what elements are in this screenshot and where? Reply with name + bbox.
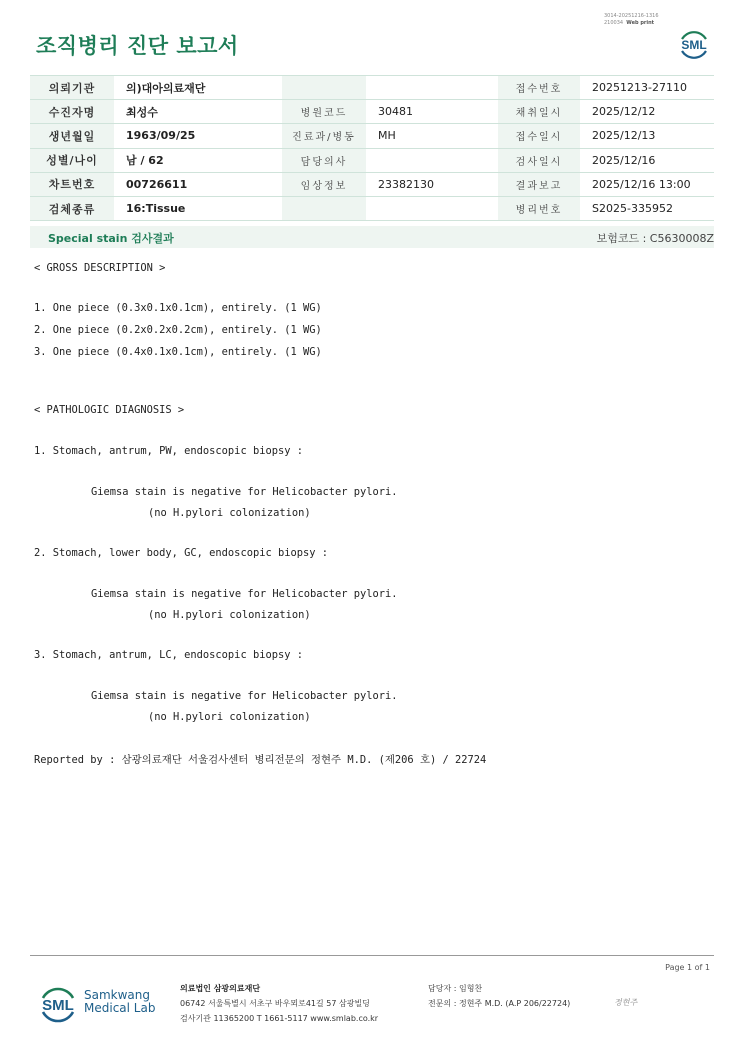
org-address: 06742 서울특별시 서초구 바우뫼로41길 57 삼광빌딩 (180, 999, 370, 1008)
info-label: 결과보고 (498, 172, 580, 196)
organization-info (180, 981, 378, 1026)
info-value: 20251213-27110 (580, 76, 714, 100)
print-meta-id: 3014-20251216-1316 (604, 13, 659, 19)
info-row (30, 172, 714, 196)
footer-sml-logo (36, 982, 80, 1026)
gross-item: 2. One piece (0.2x0.2x0.2cm), entirely. (1 WG) (34, 324, 322, 336)
diagnosis-note: (no H.pylori colonization) (148, 609, 311, 621)
company-name-line2: Medical Lab (84, 1001, 156, 1015)
info-value: MH (366, 124, 498, 148)
info-label: 생년월일 (30, 124, 114, 148)
footer-sml-logo-text: SML (42, 997, 74, 1014)
sml-logo-text: SML (681, 38, 707, 52)
info-value: 2025/12/13 (580, 124, 714, 148)
info-value: 23382130 (366, 172, 498, 196)
sml-logo (676, 26, 712, 62)
company-name-line1: Samkwang (84, 988, 150, 1002)
org-name: 의료법인 삼광의료재단 (180, 984, 261, 993)
diagnosis-site: 2. Stomach, lower body, GC, endoscopic biopsy : (34, 547, 329, 559)
gross-item: 1. One piece (0.3x0.1x0.1cm), entirely. (1 WG) (34, 302, 322, 314)
print-meta-code: 210034 (604, 20, 624, 26)
info-row (30, 148, 714, 172)
info-value: 의)대아의료재단 (114, 76, 282, 100)
diagnosis-site: 1. Stomach, antrum, PW, endoscopic biopsy : (34, 445, 303, 457)
info-label: 검사일시 (498, 148, 580, 172)
diagnosis-result: Giemsa stain is negative for Helicobacter pylori. (91, 588, 398, 600)
report-title: 조직병리 진단 보고서 (36, 34, 239, 58)
web-print-label: Web print (626, 20, 655, 26)
info-value (366, 196, 498, 220)
info-value: 1963/09/25 (114, 124, 282, 148)
footer-divider (30, 955, 714, 956)
info-value: 최성수 (114, 100, 282, 124)
org-institution: 검사기관 11365200 T 1661-5117 www.smlab.co.kr (180, 1014, 379, 1023)
stain-section-title: Special stain 검사결과 (48, 232, 174, 245)
patient-info-table (30, 75, 714, 221)
info-row (30, 76, 714, 100)
info-value: 16:Tissue (114, 196, 282, 220)
info-label: 수진자명 (30, 100, 114, 124)
info-value: 00726611 (114, 172, 282, 196)
specialist: 전문의 : 정현주 M.D. (A.P 206/22724) (428, 999, 571, 1008)
info-row (30, 124, 714, 148)
info-value: 30481 (366, 100, 498, 124)
info-label: 진료과/병동 (282, 124, 366, 148)
diagnosis-note: (no H.pylori colonization) (148, 507, 311, 519)
info-label: 성별/나이 (30, 148, 114, 172)
pathologic-diagnosis-header: < PATHOLOGIC DIAGNOSIS > (34, 404, 185, 416)
manager: 담당자 : 임형찬 (428, 984, 483, 993)
signature: 정현주 (614, 998, 638, 1007)
info-label: 접수일시 (498, 124, 580, 148)
info-label (282, 196, 366, 220)
info-label: 병원코드 (282, 100, 366, 124)
info-value (366, 148, 498, 172)
info-row (30, 196, 714, 220)
diagnosis-note: (no H.pylori colonization) (148, 711, 311, 723)
info-value: 2025/12/16 13:00 (580, 172, 714, 196)
info-value: 2025/12/12 (580, 100, 714, 124)
diagnosis-result: Giemsa stain is negative for Helicobacter pylori. (91, 486, 398, 498)
info-label: 담당의사 (282, 148, 366, 172)
info-label: 검체종류 (30, 196, 114, 220)
info-value: 2025/12/16 (580, 148, 714, 172)
gross-item: 3. One piece (0.4x0.1x0.1cm), entirely. (1 WG) (34, 346, 322, 358)
print-meta (604, 13, 659, 27)
diagnosis-result: Giemsa stain is negative for Helicobacter pylori. (91, 690, 398, 702)
info-label: 임상정보 (282, 172, 366, 196)
info-value (366, 76, 498, 100)
info-row (30, 100, 714, 124)
contact-info (428, 981, 570, 1011)
gross-description-header: < GROSS DESCRIPTION > (34, 262, 166, 274)
insurance-code: 보험코드 : C5630008Z (596, 232, 714, 245)
info-label (282, 76, 366, 100)
reported-by: Reported by : 삼광의료재단 서울검사센터 병리전문의 정현주 M.D. (제206 호) / 22724 (34, 754, 487, 766)
info-label: 차트번호 (30, 172, 114, 196)
info-label: 병리번호 (498, 196, 580, 220)
info-label: 의뢰기관 (30, 76, 114, 100)
info-label: 접수번호 (498, 76, 580, 100)
page-number: Page 1 of 1 (665, 963, 710, 972)
diagnosis-site: 3. Stomach, antrum, LC, endoscopic biopsy : (34, 649, 303, 661)
info-value: S2025-335952 (580, 196, 714, 220)
company-name (84, 989, 155, 1015)
info-label: 채취일시 (498, 100, 580, 124)
info-value: 남 / 62 (114, 148, 282, 172)
